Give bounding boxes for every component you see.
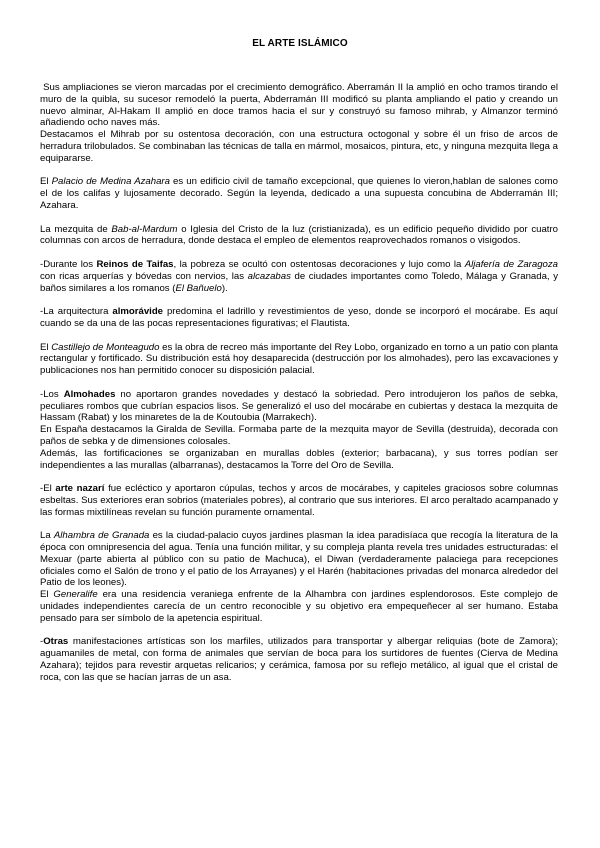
text: La mezquita de <box>40 223 112 235</box>
text: es la ciudad-palacio cuyos jardines plasman la idea paradisíaca que recogía la literatura de la época con omnipresencia del agua. Tenía una función militar, y su compleja planta revela tres unidades estructuradas: el Mexuar (parte abierta al público con su patio de Machuca), el Diwan (verdaderamente palaciega para recepciones oficiales como el Salón de trono y el patio de los Arrayanes) y el Harén (habitaciones privadas del monarca alrededor del Patio de los leones). <box>40 530 558 589</box>
term-reinos-taifas: Reinos de Taifas <box>96 258 174 270</box>
text: fue ecléctico y aportaron cúpulas, techos y arcos de mocárabes, y capiteles graciosos sobre columnas esbeltas. Sus exteriores eran sobrios (materiales pobres), al contrario que sus interiores. El arco peraltado acampanado y las formas mixtilíneas revelan su función puramente ornamental. <box>40 483 558 518</box>
text: -El <box>40 483 56 495</box>
text-mihrab: Destacamos el Mihrab por su ostentosa decoración, con una estructura octogonal y sobre él un friso de arcos de herradura trilobulados. Se combinaban las técnicas de talla en mármol, mosaicos, pintura, etc, y ninguna mezquita llega a equipararse. <box>40 129 558 164</box>
term-alhambra-granada: Alhambra de Granada <box>53 530 150 542</box>
text: es la obra de recreo más importante del Rey Lobo, organizado en torno a un patio con planta rectangular y fortificado. Su distribución está hoy desaparecida (destrucción por los almohades), pero las excavaciones y publicaciones nos han permitido conocer su disposición palacial. <box>40 341 558 377</box>
text: era una residencia veraniega enfrente de la Alhambra con jardines esplendorosos. Este complejo de unidades independientes carecía de un centro reconocible y su objetivo era empequeñecer al ser humano. Estaba pensado para ser símbolo de la apetencia espiritual. <box>40 589 558 624</box>
text: o Iglesia del Cristo de la luz (cristianizada), es un edificio pequeño dividido por cuatro columnas con arcos de herradura, donde destaca el empleo de elementos reaprovechados romanos o visigodos. <box>40 223 558 247</box>
text: ). <box>221 282 228 294</box>
text: El <box>40 176 52 188</box>
text: -Los <box>40 388 64 400</box>
text: El <box>40 341 52 353</box>
paragraph-otras-manifestaciones <box>40 636 558 683</box>
paragraph-mezquita-cordoba <box>40 82 558 165</box>
paragraph-castillejo-monteagudo <box>40 342 558 377</box>
text-fortificaciones: Además, las fortificaciones se organizaban en murallas dobles (exterior; barbacana), y sus torres podían ser independientes a las murallas (albarranas), destacamos la Torre del Oro de Sevilla. <box>40 447 558 471</box>
text-ampliaciones: Sus ampliaciones se vieron marcadas por el crecimiento demográfico. Aberramán II la amplió en ocho tramos tirando el muro de la quibla, su sucesor remodeló la puerta, Abderramán III modificó su planta ampliando el patio y creando un nuevo alminar, Al-Hakam II amplió en doce tramos hacia el sur y construyó su famoso mihrab, y Almanzor terminó añadiendo ocho naves más. <box>40 82 558 129</box>
text: - <box>40 636 44 648</box>
text: -La arquitectura <box>40 306 113 318</box>
term-palacio-medina-azahara: Palacio de Medina Azahara <box>51 176 170 188</box>
text-giralda: En España destacamos la Giralda de Sevilla. Formaba parte de la mezquita mayor de Sevilla (destruida), decorada con paños de sebka y de dimensiones colosales. <box>40 424 558 447</box>
term-generalife: Generalife <box>53 589 98 601</box>
term-almohades: Almohades <box>63 388 116 400</box>
term-bab-al-mardum: Bab-al-Mardum <box>111 223 178 235</box>
text: manifestaciones artísticas son los marfiles, utilizados para transportar y albergar reliquias (bote de Zamora); aguamaniles de metal, con forma de animales que servían de boca para los surtidores de fuentes (Cierva de Medina Azahara); tejidos para revestir arquetas relicarios; y cerámica, famosa por su reflejo metálico, al igual que el cristal de roca, con las que se hacían jarras de un asa. <box>40 636 558 683</box>
paragraph-almoravide <box>40 306 558 330</box>
text: no aportaron grandes novedades y destacó la sobriedad. Pero introdujeron los paños de sebka, peculiares rombos que cubrían espacios lisos. Se generalizó el uso del mocárabe en cubiertas y destaca la mezquita de Hassam (Rabat) y los minaretes de la de Koutoubia (Marrakech). <box>40 388 558 424</box>
paragraph-almohades <box>40 389 558 472</box>
term-aljaferia: Aljafería de Zaragoza <box>464 258 559 270</box>
paragraph-arte-nazari <box>40 483 558 518</box>
term-arte-nazari: arte nazarí <box>55 483 105 495</box>
term-el-banuelo: El Bañuelo <box>175 282 222 294</box>
text: de ciudades importantes como Toledo, Málaga y Granada, y baños similares a los romanos ( <box>40 270 558 294</box>
text: predomina el ladrillo y revestimientos de yeso, donde se incorporó el mocárabe. Es aquí cuando se da una de las pocas representaciones figurativas; el Flautista. <box>40 306 559 329</box>
text: La <box>40 530 54 542</box>
term-almoravide: almorávide <box>112 306 164 318</box>
text: con ricas arquerías y bóvedas con nervios, las <box>40 270 248 282</box>
term-castillejo-monteagudo: Castillejo de Monteagudo <box>51 341 160 353</box>
term-alcazabas: alcazabas <box>247 270 291 282</box>
paragraph-alhambra <box>40 530 558 624</box>
text: , la pobreza se ocultó con ostentosas decoraciones y lujo como la <box>173 258 465 270</box>
term-otras: Otras <box>43 636 69 648</box>
paragraph-medina-azahara <box>40 176 558 211</box>
document-body <box>40 82 558 695</box>
paragraph-reinos-taifas <box>40 259 558 294</box>
text: El <box>40 589 54 601</box>
paragraph-bab-al-mardum <box>40 224 558 248</box>
text: es un edificio civil de tamaño excepcional, que quienes lo vieron,hablan de salones como el de los califas y lujosamente decorado. Según la leyenda, dedicado a una supuesta concubina de Abderramán III; Azahara. <box>40 176 558 211</box>
text: -Durante los <box>40 258 97 270</box>
page-title: EL ARTE ISLÁMICO <box>252 38 348 49</box>
